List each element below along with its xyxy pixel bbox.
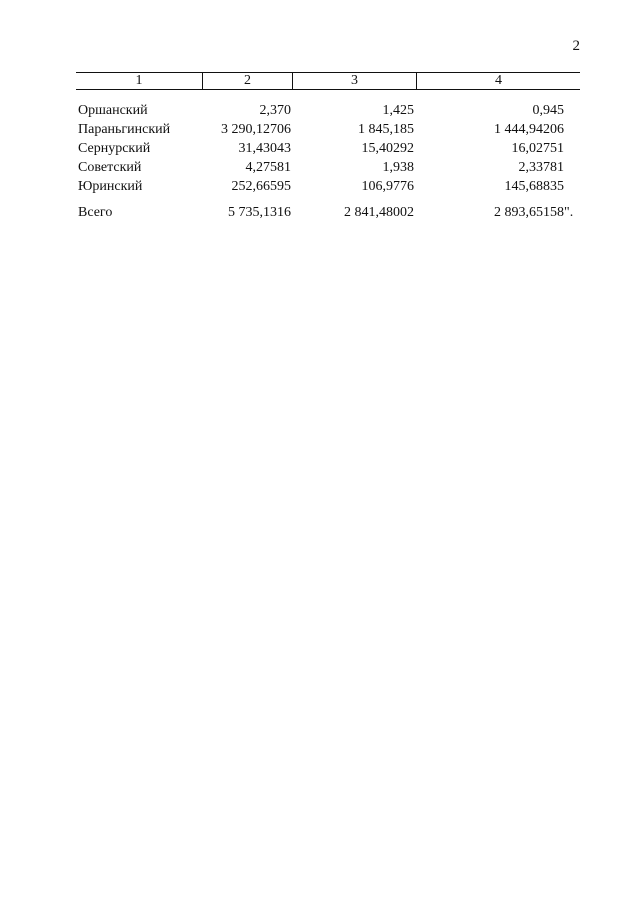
district-name: Юринский bbox=[78, 179, 143, 194]
total-col-4-value: 2 893,65158 bbox=[494, 205, 564, 220]
value-col-4: 0,945 bbox=[532, 103, 564, 118]
value-col-3: 15,40292 bbox=[361, 141, 414, 156]
table-row bbox=[76, 177, 580, 196]
column-header-1: 1 bbox=[135, 73, 143, 88]
value-col-3: 1 845,185 bbox=[358, 122, 414, 137]
value-col-4: 16,02751 bbox=[511, 141, 564, 156]
total-col-2: 5 735,1316 bbox=[228, 205, 291, 220]
table-body bbox=[76, 101, 580, 222]
value-col-2: 252,66595 bbox=[231, 179, 291, 194]
value-col-3: 1,938 bbox=[382, 160, 414, 175]
table-row bbox=[76, 158, 580, 177]
value-col-2: 2,370 bbox=[259, 103, 291, 118]
table-row bbox=[76, 101, 580, 120]
value-col-2: 4,27581 bbox=[245, 160, 291, 175]
value-col-2: 3 290,12706 bbox=[221, 122, 291, 137]
value-col-3: 106,9776 bbox=[361, 179, 414, 194]
total-col-4 bbox=[494, 203, 574, 222]
page-number: 2 bbox=[572, 38, 580, 54]
column-header-2: 2 bbox=[202, 73, 292, 89]
closing-quote: ". bbox=[564, 205, 574, 220]
table-header bbox=[76, 72, 580, 90]
total-col-3: 2 841,48002 bbox=[344, 205, 414, 220]
value-col-2: 31,43043 bbox=[238, 141, 291, 156]
value-col-4: 1 444,94206 bbox=[494, 122, 564, 137]
district-name: Советский bbox=[78, 160, 142, 175]
column-header-3: 3 bbox=[292, 73, 416, 89]
value-col-4: 145,68835 bbox=[504, 179, 564, 194]
district-name: Оршанский bbox=[78, 103, 148, 118]
table-row bbox=[76, 139, 580, 158]
district-name: Параньгинский bbox=[78, 122, 171, 137]
district-name: Сернурский bbox=[78, 141, 151, 156]
total-label: Всего bbox=[78, 205, 113, 220]
table-row bbox=[76, 120, 580, 139]
column-header-4: 4 bbox=[416, 73, 580, 89]
value-col-4: 2,33781 bbox=[518, 160, 564, 175]
table-total-row bbox=[76, 203, 580, 222]
value-col-3: 1,425 bbox=[382, 103, 414, 118]
